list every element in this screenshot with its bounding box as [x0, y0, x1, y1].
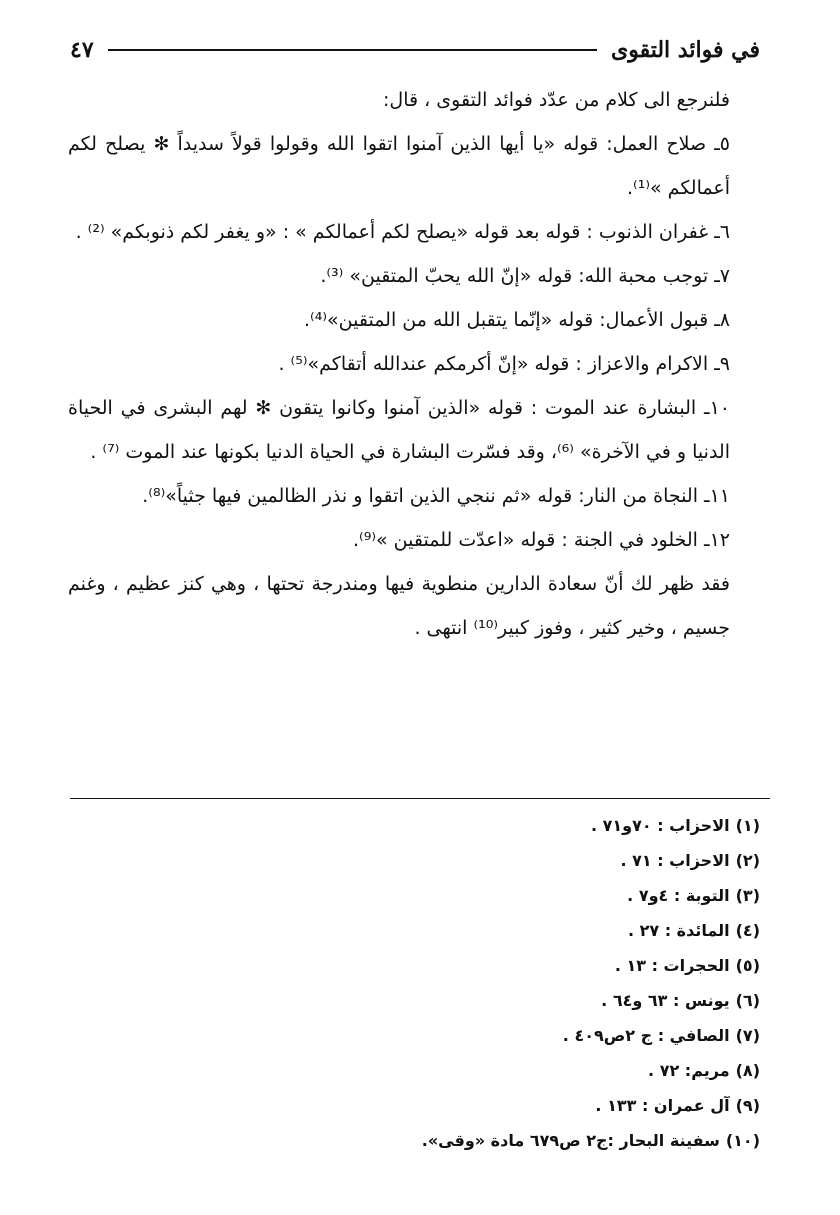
page-header — [70, 30, 760, 70]
footnote-number: (٩) — [735, 1096, 760, 1115]
benefit-item-8: ٨ـ قبول الأعمال: قوله «إنّما يتقبل الله من المتقين»⁽⁴⁾. — [304, 309, 730, 331]
footnote-text: المائدة : ٢٧ . — [627, 921, 730, 940]
footnotes — [180, 808, 760, 1158]
footnote-text: الصافي : ج ٢ص٤٠٩ . — [562, 1026, 730, 1045]
footnote-text: الاحزاب : ٧١ . — [620, 851, 730, 870]
footnote-text: سفينة البحار :ج٢ ص٦٧٩ مادة «وقى». — [421, 1131, 720, 1150]
footnote-8 — [180, 1053, 760, 1088]
footnote-text: الاحزاب : ٧٠و٧١ . — [590, 816, 730, 835]
intro-paragraph: فلنرجع الى كلام من عدّد فوائد التقوى ، قال: — [383, 89, 730, 111]
footnote-number: (٨) — [735, 1061, 760, 1080]
benefit-item-6: ٦ـ غفران الذنوب : قوله بعد قوله «يصلح لكم أعمالكم » : «و يغفر لكم ذنوبكم» ⁽²⁾ . — [75, 221, 730, 243]
conclusion-paragraph: فقد ظهر لك أنّ سعادة الدارين منطوية فيها ومندرجة تحتها ، وهي كنز عظيم ، وغنم جسيم ، وخير كثير ، وفوز كبير⁽¹⁰⁾ انتهى . — [68, 573, 730, 639]
footnote-number: (١) — [735, 816, 760, 835]
footnote-number: (٧) — [735, 1026, 760, 1045]
footnote-text: الحجرات : ١٣ . — [614, 956, 730, 975]
footnote-number: (٣) — [735, 886, 760, 905]
footnote-divider — [70, 798, 770, 799]
footnote-number: (١٠) — [725, 1131, 760, 1150]
footnote-text: آل عمران : ١٣٣ . — [595, 1096, 730, 1115]
footnote-number: (٤) — [735, 921, 760, 940]
benefit-item-9: ٩ـ الاكرام والاعزاز : قوله «إنّ أكرمكم عندالله أتقاكم»⁽⁵⁾ . — [278, 353, 730, 375]
benefit-item-12: ١٢ـ الخلود في الجنة : قوله «اعدّت للمتقين »⁽⁹⁾. — [353, 529, 730, 551]
benefit-item-11: ١١ـ النجاة من النار: قوله «ثم ننجي الذين اتقوا و نذر الظالمين فيها جثياً»⁽⁸⁾. — [142, 485, 730, 507]
benefit-item-5: ٥ـ صلاح العمل: قوله «يا أيها الذين آمنوا اتقوا الله وقولوا قولاً سديداً ✻ يصلح لكم أعمالكم »⁽¹⁾. — [68, 133, 730, 199]
header-rule — [108, 49, 597, 51]
footnote-1 — [180, 808, 760, 843]
body-text — [68, 78, 760, 650]
footnote-number: (٥) — [735, 956, 760, 975]
footnote-text: يونس : ٦٣ و٦٤ . — [601, 991, 730, 1010]
footnote-number: (٦) — [735, 991, 760, 1010]
benefit-item-10: ١٠ـ البشارة عند الموت : قوله «الذين آمنوا وكانوا يتقون ✻ لهم البشرى في الحياة الدنيا و في الآخرة» ⁽⁶⁾، وقد فسّرت البشارة في الحياة الدنيا بكونها عند الموت ⁽⁷⁾ . — [68, 397, 730, 463]
footnote-7 — [180, 1018, 760, 1053]
footnote-number: (٢) — [735, 851, 760, 870]
footnote-2 — [180, 843, 760, 878]
page-number: ٤٧ — [70, 37, 94, 63]
footnote-3 — [180, 878, 760, 913]
footnote-4 — [180, 913, 760, 948]
footnote-text: مريم: ٧٢ . — [648, 1061, 730, 1080]
footnote-5 — [180, 948, 760, 983]
running-title: في فوائد التقوى — [610, 37, 760, 63]
footnote-6 — [180, 983, 760, 1018]
footnote-text: التوبة : ٤و٧ . — [627, 886, 730, 905]
benefit-item-7: ٧ـ توجب محبة الله: قوله «إنّ الله يحبّ المتقين» ⁽³⁾. — [320, 265, 730, 287]
footnote-10 — [180, 1123, 760, 1158]
footnote-9 — [180, 1088, 760, 1123]
